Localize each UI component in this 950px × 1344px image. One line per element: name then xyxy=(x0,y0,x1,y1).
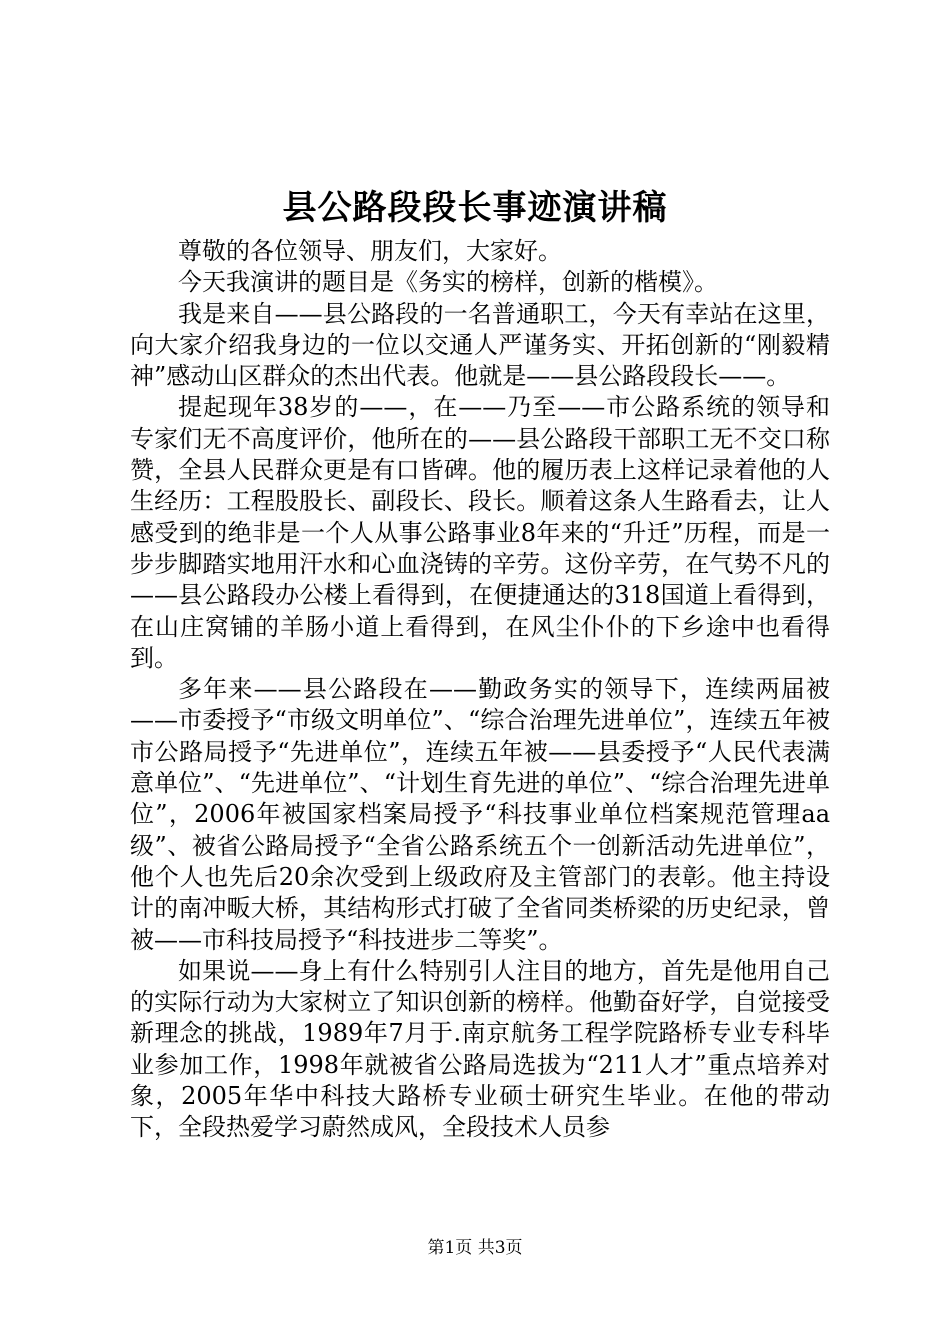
page-number: 第1页 共3页 xyxy=(427,1238,523,1258)
document-body xyxy=(130,236,830,1144)
paragraph-honors: 多年来——县公路段在——勤政务实的领导下，连续两届被——市委授予“市级文明单位”、“综合治理先进单位”，连续五年被市公路局授予“先进单位”，连续五年被——县委授予“人民代表满意单位”、“先进单位”、“计划生育先进的单位”、“综合治理先进单位”，2006年被国家档案局授予“科技事业单位档案规范管理aa级”、被省公路局授予“全省公路系统五个一创新活动先进单位”，他个人也先后20余次受到上级政府及主管部门的表彰。他主持设计的南冲畈大桥，其结构形式打破了全省同类桥梁的历史纪录，曾被——市科技局授予“科技进步二等奖”。 xyxy=(130,675,830,954)
paragraph-innovation: 如果说——身上有什么特别引人注目的地方，首先是他用自己的实际行动为大家树立了知识创新的榜样。他勤奋好学，自觉接受新理念的挑战，1989年7月于.南京航务工程学院路桥专业专科毕业参加工作，1998年就被省公路局选拔为“211人才”重点培养对象，2005年华中科技大路桥专业硕士研究生毕业。在他的带动下，全段热爱学习蔚然成风，全段技术人员参 xyxy=(130,956,830,1142)
paragraph-introduction: 我是来自——县公路段的一名普通职工，今天有幸站在这里，向大家介绍我身边的一位以交通人严谨务实、开拓创新的“刚毅精神”感动山区群众的杰出代表。他就是——县公路段段长——。 xyxy=(130,299,830,391)
paragraph-career: 提起现年38岁的——，在——乃至——市公路系统的领导和专家们无不高度评价，他所在的——县公路段干部职工无不交口称赞，全县人民群众更是有口皆碑。他的履历表上这样记录着他的人生经历：工程股股长、副段长、段长。顺着这条人生路看去，让人感受到的绝非是一个人从事公路事业8年来的“升迁”历程，而是一步步脚踏实地用汗水和心血浇铸的辛劳。这份辛劳，在气势不凡的——县公路段办公楼上看得到，在便捷通达的318国道上看得到，在山庄窝铺的羊肠小道上看得到，在风尘仆仆的下乡途中也看得到。 xyxy=(130,393,830,672)
paragraph-topic: 今天我演讲的题目是《务实的榜样，创新的楷模》。 xyxy=(178,268,718,297)
paragraph-greeting: 尊敬的各位领导、朋友们，大家好。 xyxy=(178,237,562,265)
document-title: 县公路段段长事迹演讲稿 xyxy=(282,188,668,228)
